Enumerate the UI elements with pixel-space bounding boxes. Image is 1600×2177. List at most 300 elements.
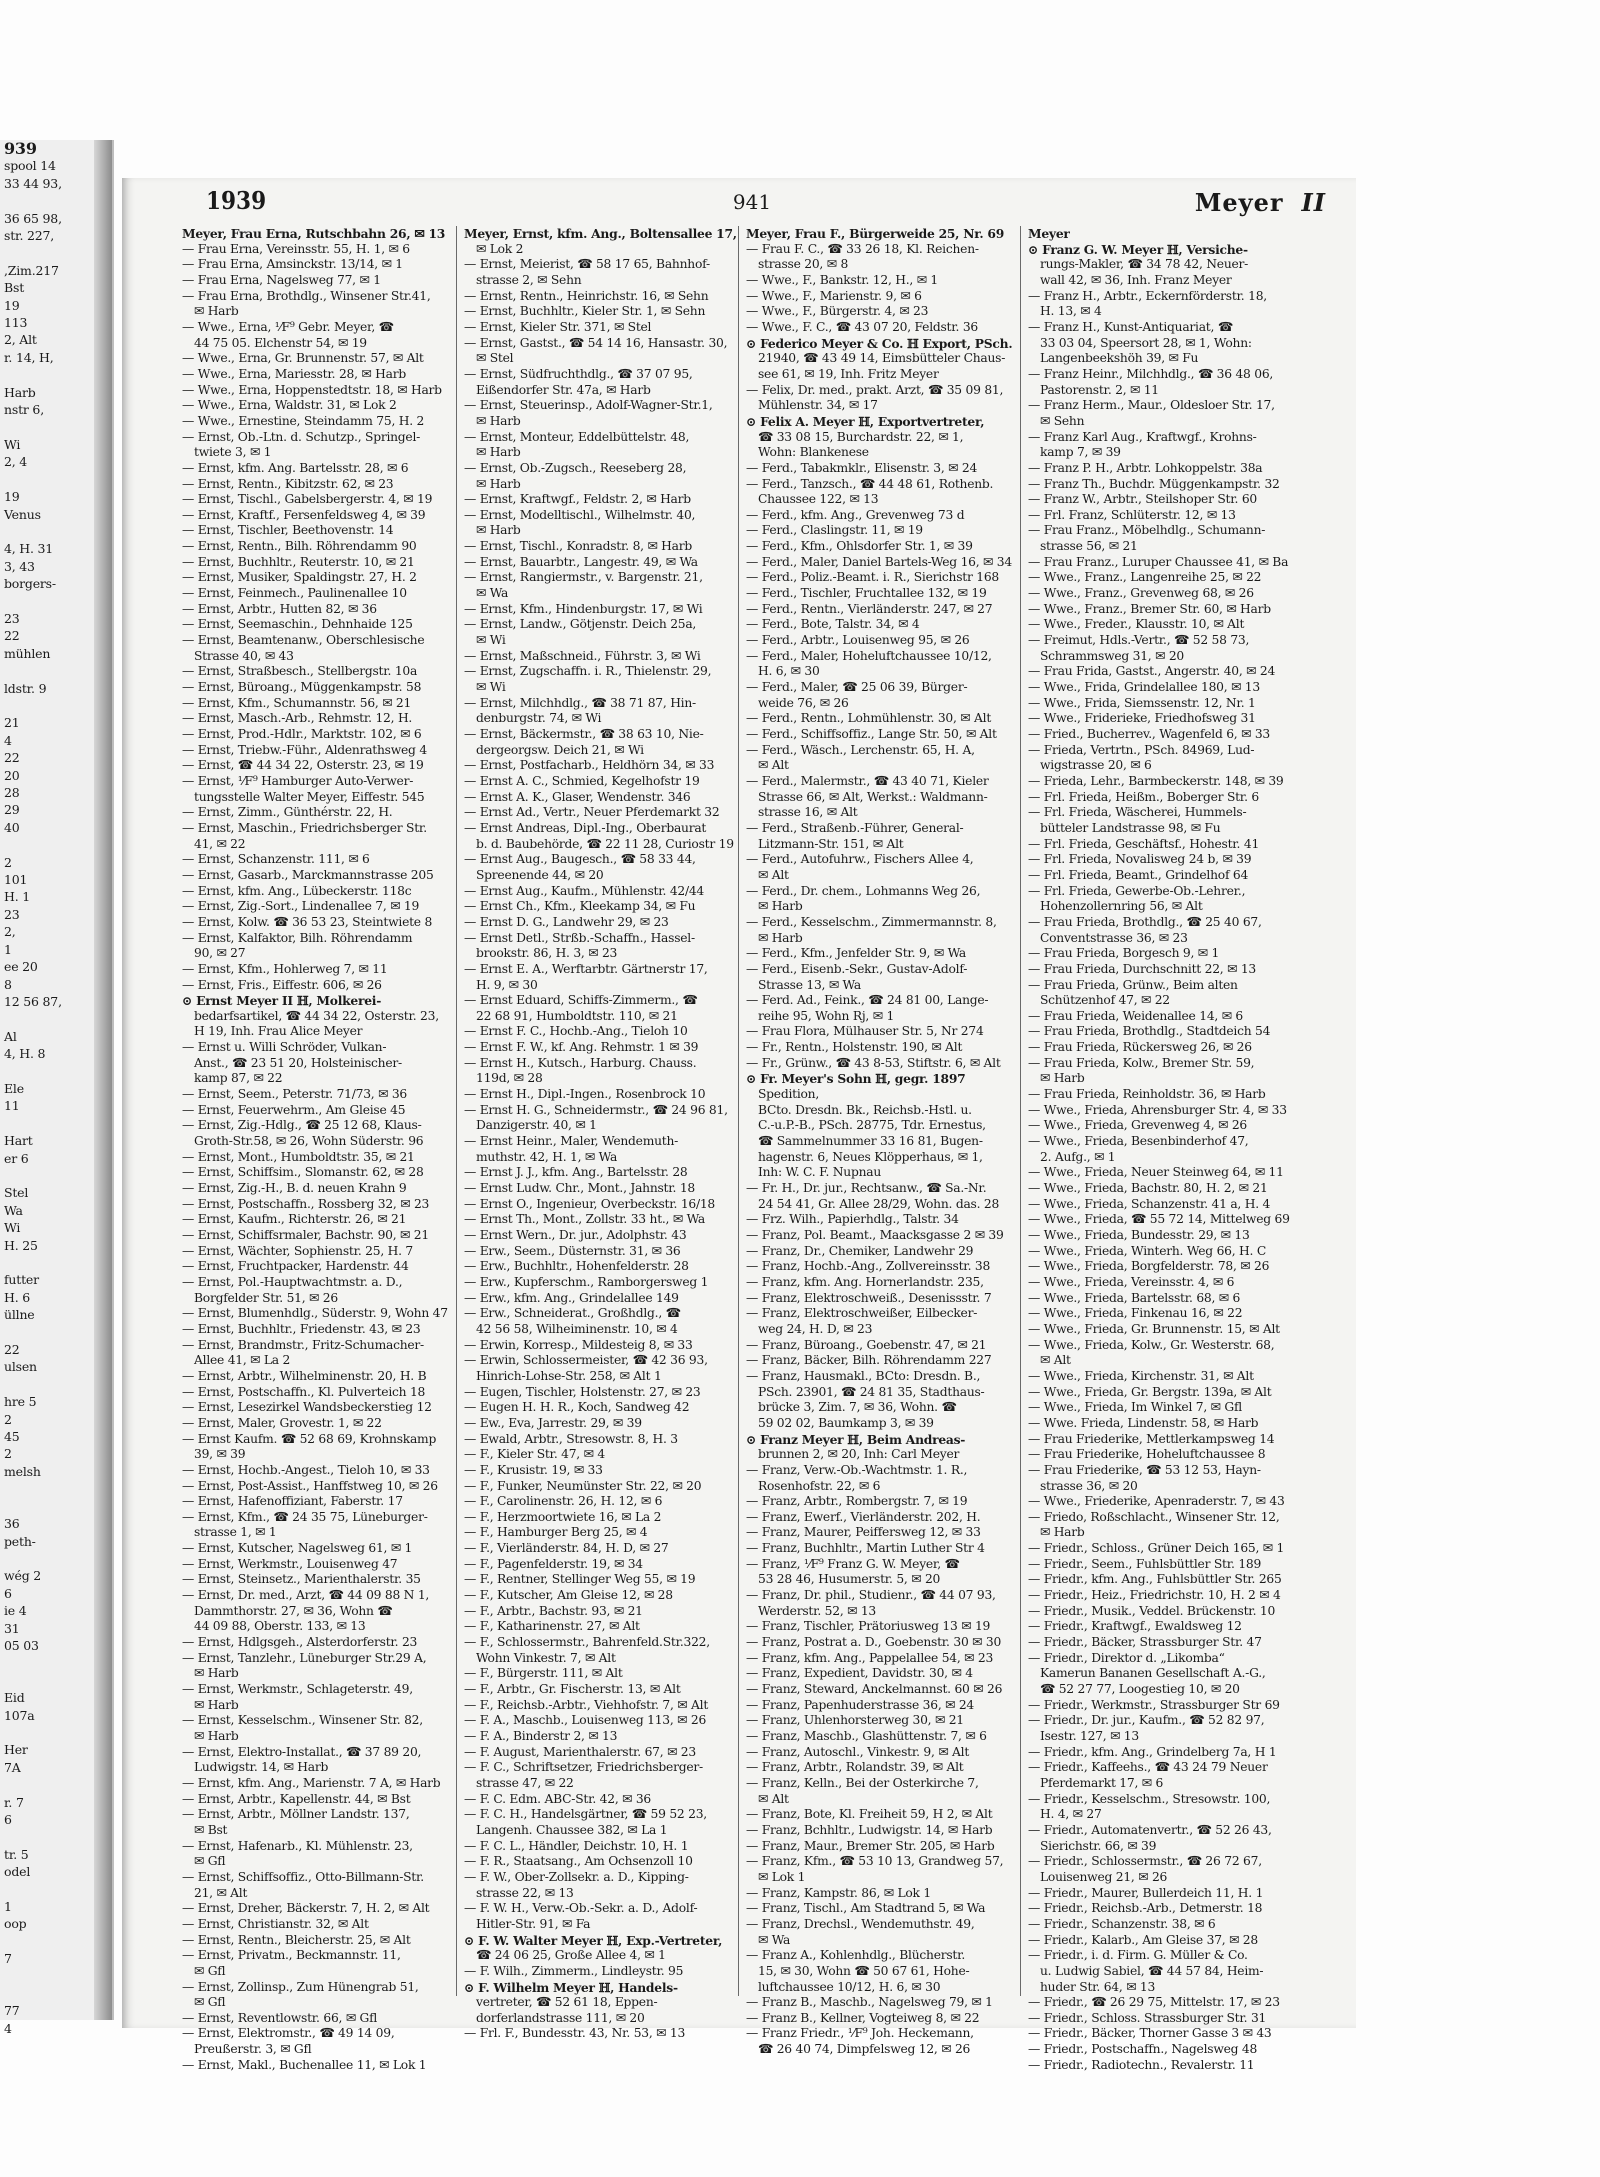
directory-entry-line: — Ernst, Pol.-Hauptwachtmstr. a. D., <box>182 1274 403 1289</box>
directory-entry-line: — Wwe., Frieda, Bartelsstr. 68, ✉ 6 <box>1028 1290 1241 1305</box>
directory-entry-line: — Franz, Büroang., Goebenstr. 47, ✉ 21 <box>746 1337 987 1352</box>
previous-page-fragment: r. 7 <box>4 1794 24 1810</box>
directory-entry-line: — Wwe., Frida, Siemssenstr. 12, Nr. 1 <box>1028 695 1256 710</box>
directory-entry-line: — Frl. Frieda, Geschäftsf., Hohestr. 41 <box>1028 836 1260 851</box>
directory-entry-line: — Ernst, Kraftf., Fersenfeldsweg 4, ✉ 39 <box>182 507 426 522</box>
previous-page-fragment: 12 56 87, <box>4 993 62 1009</box>
directory-entry-line: — Ferd., Kfm., Ohlsdorfer Str. 1, ✉ 39 <box>746 539 973 554</box>
directory-entry-line: 44 75 05. Elchenstr 54, ✉ 19 <box>194 335 367 350</box>
directory-entry-line: — Erw., Schneiderat., Großhdlg., ☎ <box>464 1306 681 1321</box>
previous-page-fragment: Eid <box>4 1690 25 1706</box>
directory-entry-line: Werderstr. 52, ✉ 13 <box>758 1603 876 1618</box>
directory-entry-line: — Ernst, Monteur, Eddelbüttelstr. 48, <box>464 429 690 444</box>
directory-entry-line: H. 13, ✉ 4 <box>1040 304 1102 319</box>
directory-entry-line: — Ernst, kfm. Ang., Marienstr. 7 A, ✉ Harb <box>182 1775 441 1790</box>
directory-entry-line: ✉ Alt <box>1040 1353 1071 1368</box>
previous-page-fragment: 113 <box>4 315 28 331</box>
directory-entry-line: — Wwe., Frieda, Schanzenstr. 41 a, H. 4 <box>1028 1196 1271 1211</box>
directory-entry-line: — Ernst, Fruchtpacker, Hardenstr. 44 <box>182 1259 409 1274</box>
directory-entry-line: ⊙ Federico Meyer & Co. ℍ Export, PSch. <box>746 335 1013 351</box>
directory-entry-line: Langenbeekshöh 39, ✉ Fu <box>1040 351 1199 366</box>
directory-entry-line: — Ernst, Ob.-Ltn. d. Schutzp., Springel- <box>182 429 421 444</box>
directory-entry-line: — Ernst A. K., Glaser, Wendenstr. 346 <box>464 789 691 804</box>
previous-page-fragment: 31 <box>4 1620 20 1636</box>
directory-entry-line: kamp 7, ✉ 39 <box>1040 445 1121 460</box>
directory-entry-line: — Ernst, Kfm., Schumannstr. 56, ✉ 21 <box>182 695 412 710</box>
directory-entry-line: — Franz, Bchhltr., Ludwigstr. 14, ✉ Harb <box>746 1822 993 1837</box>
directory-entry-line: — Franz, Buchhltr., Martin Luther Str 4 <box>746 1541 985 1556</box>
column-divider <box>738 226 739 1996</box>
directory-entry-line: 39, ✉ 39 <box>194 1447 246 1462</box>
directory-entry-line: Dammthorstr. 27, ✉ 36, Wohn ☎ <box>194 1603 393 1618</box>
directory-entry-line: ✉ Harb <box>1040 1525 1085 1540</box>
directory-entry-line: Schützenhof 47, ✉ 22 <box>1040 993 1170 1008</box>
directory-entry-line: — Ernst, Beamtenanw., Oberschlesische <box>182 633 425 648</box>
directory-entry-line: — Ernst, Tischler, Beethovenstr. 14 <box>182 523 394 538</box>
directory-entry-line: — F., Kutscher, Am Gleise 12, ✉ 28 <box>464 1588 673 1603</box>
directory-entry-line: 59 02 02, Baumkamp 3, ✉ 39 <box>758 1415 934 1430</box>
directory-entry-line: wall 42, ✉ 36, Inh. Franz Meyer <box>1040 272 1232 287</box>
directory-entry-line: — Wwe., F. C., ☎ 43 07 20, Feldstr. 36 <box>746 319 978 334</box>
directory-entry-line: Schrammsweg 31, ✉ 20 <box>1040 648 1184 663</box>
directory-entry-line: — Ernst, Milchhdlg., ☎ 38 71 87, Hin- <box>464 695 696 710</box>
previous-page-fragment: 22 <box>4 1342 20 1358</box>
directory-entry-line: — Franz, Uhlenhorsterweg 30, ✉ 21 <box>746 1713 964 1728</box>
directory-entry-line: ✉ Sehn <box>1040 413 1085 428</box>
directory-entry-line: — Friedr., kfm. Ang., Fuhlsbüttler Str. 265 <box>1028 1572 1282 1587</box>
directory-entry-line: — Ernst H., Kutsch., Harburg. Chauss. <box>464 1055 697 1070</box>
directory-entry-line: — Wwe., Erna, Waldstr. 31, ✉ Lok 2 <box>182 398 397 413</box>
directory-entry-line: — Ernst, Zig.-Hdlg., ☎ 25 12 68, Klaus- <box>182 1118 422 1133</box>
directory-entry-line: — Friedr., Postschaffn., Nagelsweg 48 <box>1028 2042 1258 2057</box>
directory-entry-line: ✉ Wi <box>476 633 506 648</box>
directory-entry-line: Wohn Vinkestr. 7, ✉ Alt <box>476 1650 616 1665</box>
directory-entry-line: Hohenzollernring 56, ✉ Alt <box>1040 899 1203 914</box>
previous-page-fragment: 2 <box>4 1446 12 1462</box>
directory-entry-line: — Ernst D. G., Landwehr 29, ✉ 23 <box>464 914 669 929</box>
directory-entry-line: — Frau Friederike, Mettlerkampsweg 14 <box>1028 1431 1275 1446</box>
previous-page-fragment: 45 <box>4 1429 20 1445</box>
directory-entry-line: — Wwe., Frieda, Kirchenstr. 31, ✉ Alt <box>1028 1368 1254 1383</box>
previous-page-fragment: H. 6 <box>4 1289 31 1305</box>
directory-entry-line: — Ernst, Zimm., Günthérstr. 22, H. <box>182 805 393 820</box>
directory-entry-line: — Wwe., Frieda, Winterh. Weg 66, H. C <box>1028 1243 1266 1258</box>
directory-entry-line: — Erw., Seem., Düsternstr. 31, ✉ 36 <box>464 1243 681 1258</box>
directory-entry-line: — Ernst, Feuerwehrm., Am Gleise 45 <box>182 1102 406 1117</box>
previous-page-fragment: 23 <box>4 906 20 922</box>
directory-entry-line: luftchaussee 10/12, H. 6, ✉ 30 <box>758 1979 941 1994</box>
directory-entry-line: — Ernst, Arbtr., Möllner Landstr. 137, <box>182 1807 410 1822</box>
directory-entry-line: — Ernst, Landw., Götjenstr. Deich 25a, <box>464 617 697 632</box>
directory-entry-line: ✉ Wi <box>476 680 506 695</box>
directory-entry-line: 15, ✉ 30, Wohn ☎ 50 67 61, Hohe- <box>758 1963 970 1978</box>
directory-entry-line: ✉ Harb <box>194 1697 239 1712</box>
directory-entry-line: — Frau Erna, Amsinckstr. 13/14, ✉ 1 <box>182 257 403 272</box>
previous-page-fragment: Wa <box>4 1202 23 1218</box>
previous-page-fragment: wég 2 <box>4 1568 42 1584</box>
previous-page-fragment: mühlen <box>4 645 51 661</box>
directory-entry-line: — Franz, Dr., Chemiker, Landwehr 29 <box>746 1243 974 1258</box>
directory-entry-line: — Ferd., Tabakmklr., Elisenstr. 3, ✉ 24 <box>746 460 978 475</box>
previous-page-fragment: ee 20 <box>4 959 38 975</box>
directory-entry-line: — Ernst, Hafenarb., Kl. Mühlenstr. 23, <box>182 1838 413 1853</box>
directory-entry-line: — Ernst, Tanzlehr., Lüneburger Str.29 A, <box>182 1650 427 1665</box>
directory-entry-line: — Franz, Drechsl., Wendemuthstr. 49, <box>746 1916 975 1931</box>
directory-entry-line: Pferdemarkt 17, ✉ 6 <box>1040 1775 1164 1790</box>
directory-entry-line: — Franz, Tischler, Prätoriusweg 13 ✉ 19 <box>746 1619 991 1634</box>
directory-entry-line: — Friedr., Automatenvertr., ☎ 52 26 43, <box>1028 1822 1272 1837</box>
directory-entry-line: Meyer, Ernst, kfm. Ang., Boltensallee 17, <box>464 226 737 241</box>
header-surname-text: Meyer <box>1194 188 1284 217</box>
previous-page-fragment: 1 <box>4 1899 12 1915</box>
directory-entry-line: — Ernst, Brandmstr., Fritz-Schumacher- <box>182 1337 424 1352</box>
directory-entry-line: — Ernst, Feinmech., Paulinenallee 10 <box>182 586 407 601</box>
directory-entry-line: — Ernst, Prod.-Hdlr., Marktstr. 102, ✉ 6 <box>182 727 422 741</box>
page-header <box>122 178 1356 220</box>
previous-page-fragment: 20 <box>4 767 20 783</box>
directory-entry-line: — F. A., Binderstr 2, ✉ 13 <box>464 1729 618 1743</box>
directory-entry-line: — Ernst, Mont., Humboldtstr. 35, ✉ 21 <box>182 1149 415 1164</box>
previous-page-fragment: ie 4 <box>4 1603 27 1619</box>
directory-entry-line: weg 24, H. D, ✉ 23 <box>758 1321 873 1336</box>
directory-entry-line: — Frau Franz., Möbelhdlg., Schumann- <box>1028 523 1266 538</box>
directory-entry-line: C.-u.P.-B., PSch. 28775, Tdr. Ernestus, <box>758 1118 986 1133</box>
directory-entry-line: — Ernst, Musiker, Spaldingstr. 27, H. 2 <box>182 570 417 585</box>
directory-entry-line: — Ernst, Postfacharb., Heldhörn 34, ✉ 33 <box>464 758 715 773</box>
previous-page-fragment: 77 <box>4 2003 20 2019</box>
directory-entry-line: — Wwe., Erna, Mariesstr. 28, ✉ Harb <box>182 366 406 381</box>
directory-entry-line: — Eugen, Tischler, Holstenstr. 27, ✉ 23 <box>464 1384 701 1399</box>
previous-page-fragment: H. 1 <box>4 889 31 905</box>
directory-entry-line: 2. Aufg., ✉ 1 <box>1040 1149 1116 1164</box>
directory-entry-line: — Fr. H., Dr. jur., Rechtsanw., ☎ Sa.-Nr. <box>746 1181 987 1196</box>
directory-entry-line: — F., Kieler Str. 47, ✉ 4 <box>464 1447 605 1462</box>
directory-entry-line: — F., Krusistr. 19, ✉ 33 <box>464 1462 603 1477</box>
directory-entry-line: ✉ Stel <box>476 351 514 366</box>
directory-entry-line: — Frl. Frieda, Novalisweg 24 b, ✉ 39 <box>1028 852 1252 867</box>
directory-entry-line: strasse 22, ✉ 13 <box>476 1885 574 1900</box>
previous-page-fragment: 7 <box>4 1951 12 1967</box>
directory-entry-line: — Ernst Heinr., Maler, Wendemuth- <box>464 1134 679 1149</box>
directory-entry-line: 119d, ✉ 28 <box>476 1071 543 1086</box>
directory-entry-line: — Ernst, Elektro-Installat., ☎ 37 89 20, <box>182 1744 422 1759</box>
directory-entry-line: — Wwe., Friderieke, Friedhofsweg 31 <box>1028 711 1256 726</box>
directory-entry-line: Strasse 40, ✉ 43 <box>194 648 294 663</box>
directory-entry-line: — Ernst, Arbtr., Wilhelminenstr. 20, H. B <box>182 1368 427 1383</box>
directory-entry-line: — Ernst A. C., Schmied, Kegelhofstr 19 <box>464 773 700 788</box>
column-divider <box>456 226 457 1996</box>
directory-entry-line: strasse 2, ✉ Sehn <box>476 272 582 287</box>
directory-entry-line: — Franz, Ewerf., Vierländerstr. 202, H. <box>746 1509 981 1524</box>
directory-entry-line: — Wwe. Frieda, Lindenstr. 58, ✉ Harb <box>1028 1415 1259 1430</box>
directory-entry-line: — Frau Friederike, ☎ 53 12 53, Hayn- <box>1028 1462 1261 1477</box>
directory-entry-line: — Ernst, Makl., Buchenallee 11, ✉ Lok 1 <box>182 2057 427 2072</box>
directory-entry-line: — F., Schlossermstr., Bahrenfeld.Str.322, <box>464 1635 710 1650</box>
directory-entry-line: — Ernst, Post-Assist., Hanffstweg 10, ✉ 26 <box>182 1478 438 1493</box>
directory-entry-line: ☎ 52 27 77, Loogestieg 10, ✉ 20 <box>1040 1682 1240 1697</box>
directory-entry-line: — Ferd., Maler, ☎ 25 06 39, Bürger- <box>746 680 968 695</box>
directory-entry-line: — Franz, Hochb.-Ang., Zollvereinsstr. 38 <box>746 1259 991 1274</box>
directory-entry-line: — Franz, kfm. Ang., Pappelallee 54, ✉ 23 <box>746 1650 994 1665</box>
directory-entry-line: ☎ Sammelnummer 33 16 81, Bugen- <box>758 1134 983 1149</box>
directory-entry-line: — Ernst, Tischl., Gabelsbergerstr. 4, ✉ 19 <box>182 492 433 507</box>
directory-entry-line: — Wwe., Franz., Bremer Str. 60, ✉ Harb <box>1028 601 1271 616</box>
directory-entry-line: — Ernst, Kaufm., Richterstr. 26, ✉ 21 <box>182 1212 407 1227</box>
directory-entry-line: — Frau Erna, Vereinsstr. 55, H. 1, ✉ 6 <box>182 241 410 256</box>
directory-entry-line: Ludwigstr. 14, ✉ Harb <box>194 1760 329 1775</box>
directory-entry-line: — Felix, Dr. med., prakt. Arzt, ☎ 35 09 81, <box>746 382 1004 397</box>
directory-entry-line: — Frl. Frieda, Beamt., Grindelhof 64 <box>1028 867 1249 882</box>
directory-entry-line: ✉ Harb <box>758 899 803 914</box>
directory-entry-line: — Franz, Arbtr., Rolandstr. 39, ✉ Alt <box>746 1760 964 1775</box>
directory-entry-line: — Friedr., Kraftwgf., Ewaldsweg 12 <box>1028 1619 1242 1634</box>
directory-entry-line: — Ernst O., Ingenieur, Overbeckstr. 16/18 <box>464 1196 716 1211</box>
directory-entry-line: — Ernst F. W., kf. Ang. Rehmstr. 1 ✉ 39 <box>464 1040 699 1055</box>
previous-page-fragment: 107a <box>4 1707 35 1723</box>
previous-page-fragment: 36 65 98, <box>4 210 62 226</box>
directory-entry-line: — Ernst, Kolw. ☎ 36 53 23, Steintwiete 8 <box>182 914 433 929</box>
directory-entry-line: — Ernst, Seemaschin., Dehnhaide 125 <box>182 617 413 632</box>
previous-page-fragment: ulsen <box>4 1359 37 1375</box>
directory-entry-line: — Franz, Kelln., Bei der Osterkirche 7, <box>746 1775 979 1790</box>
directory-entry-line: — Ferd., Malermstr., ☎ 43 40 71, Kieler <box>746 773 989 788</box>
directory-entry-line: Spreenende 44, ✉ 20 <box>476 867 604 882</box>
directory-entry-line: — Frz. Wilh., Papierhdlg., Talstr. 34 <box>746 1212 959 1227</box>
directory-entry-line: — Franz, Hausmakl., BCto: Dresdn. B., <box>746 1368 981 1383</box>
directory-entry-line: — Ernst, Maßschneid., Führstr. 3, ✉ Wi <box>464 648 701 663</box>
directory-entry-line: — Ernst, Kesselschm., Winsener Str. 82, <box>182 1713 423 1728</box>
directory-entry-line: — Ernst Ad., Vertr., Neuer Pferdemarkt 32 <box>464 805 720 820</box>
directory-entry-line: — Ferd. Ad., Feink., ☎ 24 81 00, Lange- <box>746 993 989 1008</box>
directory-entry-line: Louisenweg 21, ✉ 26 <box>1040 1869 1168 1884</box>
directory-entry-line: Groth-Str.58, ✉ 26, Wohn Süderstr. 96 <box>194 1134 424 1149</box>
directory-entry-line: ✉ Harb <box>476 523 521 538</box>
directory-entry-line: strasse 16, ✉ Alt <box>758 805 858 820</box>
directory-entry-line: — Ernst F. C., Hochb.-Ang., Tieloh 10 <box>464 1024 688 1039</box>
directory-entry-line: BCto. Dresdn. Bk., Reichsb.-Hstl. u. <box>758 1102 972 1117</box>
directory-entry-line: — Wwe., Frieda, Finkenau 16, ✉ 22 <box>1028 1306 1243 1321</box>
directory-entry-line: — Ferd., Rentn., Vierländerstr. 247, ✉ 27 <box>746 601 993 616</box>
directory-entry-line: — Frl. Frieda, Heißm., Boberger Str. 6 <box>1028 789 1259 804</box>
previous-page-fragment: borgers- <box>4 576 56 592</box>
previous-page-fragment: üllne <box>4 1307 35 1323</box>
directory-entry-line: — Friedr., Schloss., Grüner Deich 165, ✉ 1 <box>1028 1541 1285 1556</box>
previous-page-fragment: 28 <box>4 785 20 801</box>
directory-entry-line: — Franz, Expedient, Davidstr. 30, ✉ 4 <box>746 1666 973 1681</box>
directory-entry-line: — F., Arbtr., Gr. Fischerstr. 13, ✉ Alt <box>464 1682 681 1697</box>
directory-entry-line: — Ernst Ch., Kfm., Kleekamp 34, ✉ Fu <box>464 899 696 914</box>
directory-entry-line: — Franz, Bote, Kl. Freiheit 59, H 2, ✉ Alt <box>746 1807 993 1822</box>
previous-page-fragment: 2, Alt <box>4 332 37 348</box>
directory-entry-line: Meyer, Frau F., Bürgerweide 25, Nr. 69 <box>746 226 1005 241</box>
directory-entry-line: — Ernst Kaufm. ☎ 52 68 69, Krohnskamp <box>182 1431 437 1446</box>
directory-entry-line: — Ernst, Rentn., Bilh. Röhrendamm 90 <box>182 539 417 554</box>
directory-entry-line: — Ferd., Dr. chem., Lohmanns Weg 26, <box>746 883 981 898</box>
directory-entry-line: 90, ✉ 27 <box>194 946 246 961</box>
directory-entry-line: ✉ Harb <box>476 413 521 428</box>
directory-entry-line: 33 03 04, Speersort 28, ✉ 1, Wohn: <box>1040 335 1252 350</box>
directory-entry-line: — Ferd., Eisenb.-Sekr., Gustav-Adolf- <box>746 961 968 976</box>
directory-entry-line: — F., Pagenfelderstr. 19, ✉ 34 <box>464 1556 643 1571</box>
directory-entry-line: — Wwe., Erna, Gr. Brunnenstr. 57, ✉ Alt <box>182 351 424 366</box>
directory-entry-line: — Ernst, ☎ 44 34 22, Osterstr. 23, ✉ 19 <box>182 758 424 773</box>
directory-entry-line: — Franz, Steward, Anckelmannst. 60 ✉ 26 <box>746 1682 1003 1697</box>
directory-entry-line: — Ernst, Werkmstr., Schlageterstr. 49, <box>182 1682 413 1697</box>
directory-entry-line: — Ernst, Kutscher, Nagelsweg 61, ✉ 1 <box>182 1541 413 1556</box>
directory-entry-line: — Ernst, Südfruchthdlg., ☎ 37 07 95, <box>464 366 693 381</box>
directory-entry-line: — Ernst, kfm. Ang., Lübeckerstr. 118c <box>182 883 412 898</box>
directory-entry-line: ⊙ Franz G. W. Meyer ℍ, Versiche- <box>1028 241 1248 257</box>
directory-entry-line: — Ernst, ⅟F⁹ Hamburger Auto-Verwer- <box>182 773 414 788</box>
previous-page-fragment: 6 <box>4 1812 12 1827</box>
directory-entry-line: — Ernst, Tischl., Konradstr. 8, ✉ Harb <box>464 539 692 554</box>
directory-entry-line: ✉ Harb <box>758 930 803 945</box>
directory-entry-line: — Friedr., Reichsb.-Arb., Detmerstr. 18 <box>1028 1901 1263 1916</box>
directory-entry-line: — Franz Th., Buchdr. Müggenkampstr. 32 <box>1028 476 1280 491</box>
directory-entry-line: — F., Reichsb.-Arbtr., Viehhofstr. 7, ✉ Alt <box>464 1697 709 1712</box>
directory-entry-line: — Ferd., Kesselschm., Zimmermannstr. 8, <box>746 914 997 929</box>
directory-entry-line: — Ernst, Buchhltr., Reuterstr. 10, ✉ 21 <box>182 554 415 569</box>
directory-entry-line: ⊙ F. Wilhelm Meyer ℍ, Handels- <box>464 1979 678 1995</box>
previous-page-fragment: 36 <box>4 1516 20 1532</box>
directory-entry-line: reihe 95, Wohn Rj, ✉ 1 <box>758 1008 895 1023</box>
directory-entry-line: — Franz, Arbtr., Rombergstr. 7, ✉ 19 <box>746 1494 968 1509</box>
directory-entry-line: Sierichstr. 66, ✉ 39 <box>1040 1838 1157 1853</box>
directory-entry-line: — Erw., Buchhltr., Hohenfelderstr. 28 <box>464 1259 689 1274</box>
previous-page-fragment: 19 <box>4 489 20 505</box>
page-number: 941 <box>732 190 772 214</box>
directory-entry-line: twiete 3, ✉ 1 <box>194 445 272 460</box>
directory-entry-line: — Ernst E. A., Werftarbtr. Gärtnerstr 17, <box>464 961 708 976</box>
previous-page-fragment: Bst <box>4 280 25 296</box>
previous-page-fragment: Venus <box>4 506 41 522</box>
directory-entry-line: — F., Vierländerstr. 84, H. D, ✉ 27 <box>464 1541 669 1556</box>
previous-page-fragment: 2 <box>4 1411 12 1427</box>
directory-entry-line: — Friedr., kfm. Ang., Grindelberg 7a, H 1 <box>1028 1744 1277 1759</box>
directory-entry-line: — Ernst, Blumenhdlg., Süderstr. 9, Wohn 47 <box>182 1306 448 1321</box>
directory-entry-line: — Friedr., Kalarb., Am Gleise 37, ✉ 28 <box>1028 1932 1258 1947</box>
previous-page-fragment: 2, <box>4 924 16 940</box>
directory-entry-line: — Ernst, Schiffsim., Slomanstr. 62, ✉ 28 <box>182 1165 424 1180</box>
directory-entry-line: — Franz Karl Aug., Kraftwgf., Krohns- <box>1028 429 1257 444</box>
directory-entry-line: — Ernst, Buchhltr., Friedenstr. 43, ✉ 23 <box>182 1321 421 1336</box>
previous-page-fragment: H. 25 <box>4 1237 38 1253</box>
directory-columns <box>182 226 1342 2072</box>
directory-entry-line: Borgfelder Str. 51, ✉ 26 <box>194 1290 338 1305</box>
directory-entry-line: bedarfsartikel, ☎ 44 34 22, Osterstr. 23, <box>194 1008 439 1023</box>
directory-entry-line: — Ernst Detl., Strßb.-Schaffn., Hassel- <box>464 930 695 945</box>
directory-entry-line: — Wwe., Freder., Klausstr. 10, ✉ Alt <box>1028 617 1245 632</box>
previous-page-fragment: 2, 4 <box>4 454 28 470</box>
directory-entry-line: — Ernst Wern., Dr. jur., Adolphstr. 43 <box>464 1228 687 1242</box>
directory-entry-line: — Ernst, Postschaffn., Kl. Pulverteich 18 <box>182 1384 426 1399</box>
previous-page-fragment: 21 <box>4 715 20 731</box>
directory-entry-line: — Frau Franz., Luruper Chaussee 41, ✉ Ba <box>1028 554 1289 569</box>
directory-entry-line: 44 09 88, Oberstr. 133, ✉ 13 <box>194 1619 366 1634</box>
previous-page-fragment: Her <box>4 1742 28 1758</box>
directory-entry-line: brücke 3, Zim. 7, ✉ 36, Wohn. ☎ <box>758 1400 957 1415</box>
directory-entry-line: — Ernst, Privatm., Beckmannstr. 11, <box>182 1948 401 1963</box>
directory-entry-line: — Frau Flora, Mülhauser Str. 5, Nr 274 <box>746 1024 984 1039</box>
directory-entry-line: H. 9, ✉ 30 <box>476 977 538 992</box>
directory-entry-line: — Friedo, Roßschlacht., Winsener Str. 12, <box>1028 1509 1280 1524</box>
directory-entry-line: — F. C. H., Handelsgärtner, ☎ 59 52 23, <box>464 1807 707 1822</box>
directory-entry-line: — Ernst Ludw. Chr., Mont., Jahnstr. 18 <box>464 1181 695 1196</box>
directory-entry-line: ✉ Harb <box>1040 1071 1085 1086</box>
directory-entry-line: — Friedr., Kesselschm., Stresowstr. 100, <box>1028 1791 1271 1806</box>
directory-entry-line: — F. C. L., Händler, Deichstr. 10, H. 1 <box>464 1838 689 1853</box>
directory-entry-line: — F. August, Marienthalerstr. 67, ✉ 23 <box>464 1744 696 1759</box>
directory-entry-line: — Ernst, Masch.-Arb., Rehmstr. 12, H. <box>182 711 413 726</box>
directory-entry-line: — Ernst, Kalfaktor, Bilh. Röhrendamm <box>182 930 413 945</box>
directory-entry-line: — Franz A., Kohlenhdlg., Blücherstr. <box>746 1948 966 1963</box>
directory-entry-line: u. Ludwig Sabiel, ☎ 44 57 84, Heim- <box>1040 1963 1264 1978</box>
directory-entry-line: — Ernst Aug., Kaufm., Mühlenstr. 42/44 <box>464 883 705 898</box>
previous-page-fragment: 101 <box>4 872 28 888</box>
previous-page-fragment: peth- <box>4 1533 36 1549</box>
directory-entry-line: — Ernst Andreas, Dipl.-Ing., Oberbaurat <box>464 820 707 835</box>
previous-page-fragment: ,Zim.217 <box>4 262 59 278</box>
directory-entry-line: — Frau Frieda, Borgesch 9, ✉ 1 <box>1028 946 1220 961</box>
directory-entry-line: — Frau Frieda, Kolw., Bremer Str. 59, <box>1028 1055 1255 1070</box>
directory-entry-line: — Ernst, Arbtr., Kapellenstr. 44, ✉ Bst <box>182 1791 411 1806</box>
directory-entry-line: — Ernst, kfm. Ang. Bartelsstr. 28, ✉ 6 <box>182 460 409 475</box>
directory-entry-line: ✉ Wa <box>758 1932 791 1947</box>
directory-entry-line: — Ernst H. G., Schneidermstr., ☎ 24 96 81, <box>464 1102 728 1117</box>
directory-entry-line: — Wwe., Frieda, Kolw., Gr. Westerstr. 68, <box>1028 1337 1275 1352</box>
directory-entry-line: — Ewald, Arbtr., Stresowstr. 8, H. 3 <box>464 1431 678 1446</box>
directory-entry-line: — Franz, Bäcker, Bilh. Röhrendamm 227 <box>746 1353 992 1368</box>
directory-entry-line: — Franz, Elektroschweiß., Desenissstr. 7 <box>746 1290 992 1305</box>
directory-entry-line: — Frau Erna, Brothdlg., Winsener Str.41, <box>182 288 431 303</box>
directory-entry-line: — Frl. F., Bundesstr. 43, Nr. 53, ✉ 13 <box>464 2026 686 2041</box>
directory-column-1 <box>182 226 450 2072</box>
directory-entry-line: — Franz P. H., Arbtr. Lohkoppelstr. 38a <box>1028 460 1263 475</box>
directory-entry-line: brunnen 2, ✉ 20, Inh: Carl Meyer <box>758 1447 960 1462</box>
directory-entry-line: — F. C. Edm. ABC-Str. 42, ✉ 36 <box>464 1791 651 1806</box>
directory-entry-line: — F. W., Ober-Zollsekr. a. D., Kipping- <box>464 1869 689 1884</box>
previous-page-fragment: futter <box>4 1272 39 1288</box>
previous-page-fragment: ldstr. 9 <box>4 680 47 696</box>
directory-entry-line: — Frieda, Vertrtn., PSch. 84969, Lud- <box>1028 742 1255 757</box>
directory-entry-line: b. d. Baubehörde, ☎ 22 11 28, Curiostr 19 <box>476 836 734 851</box>
directory-entry-line: — Wwe., F., Bürgerstr. 4, ✉ 23 <box>746 304 929 319</box>
directory-entry-line: ✉ Lok 1 <box>758 1869 806 1884</box>
directory-entry-line: 41, ✉ 22 <box>194 836 246 851</box>
directory-entry-line: H 19, Inh. Frau Alice Meyer <box>194 1024 363 1039</box>
directory-entry-line: — Ernst, Lesezirkel Wandsbeckerstieg 12 <box>182 1400 432 1415</box>
directory-entry-line: — Ferd., Claslingstr. 11, ✉ 19 <box>746 523 923 538</box>
directory-entry-line: PSch. 23901, ☎ 24 81 35, Stadthaus- <box>758 1384 985 1399</box>
directory-entry-line: — Franz H., Kunst-Antiquariat, ☎ <box>1028 319 1233 334</box>
previous-page-fragment: 7A <box>4 1759 21 1775</box>
previous-page-fragment: 33 44 93, <box>4 175 62 191</box>
directory-entry-line: — Frau Friederike, Hoheluftchaussee 8 <box>1028 1447 1266 1462</box>
previous-page-fragment: 05 03 <box>4 1637 39 1653</box>
directory-entry-line: 21, ✉ Alt <box>194 1885 248 1900</box>
directory-entry-line: ⊙ F. W. Walter Meyer ℍ, Exp.-Vertreter, <box>464 1932 723 1948</box>
directory-entry-line: — F., Funker, Neumünster Str. 22, ✉ 20 <box>464 1478 702 1493</box>
previous-page-fragment: oop <box>4 1916 27 1932</box>
directory-page <box>122 178 1356 2072</box>
previous-page-fragment: 3, 43 <box>4 558 35 574</box>
previous-page-fragment: tr. 5 <box>4 1846 29 1862</box>
directory-entry-line: ☎ 26 40 74, Dimpfelsweg 12, ✉ 26 <box>758 2042 971 2057</box>
directory-entry-line: — Ernst, Steinsetz., Marienthalerstr. 35 <box>182 1572 421 1587</box>
directory-entry-line: — F., Herzmoortwiete 16, ✉ La 2 <box>464 1509 662 1524</box>
directory-entry-line: — Ernst, Steuerinsp., Adolf-Wagner-Str.1, <box>464 398 713 413</box>
directory-entry-line: Meyer <box>1028 226 1070 241</box>
